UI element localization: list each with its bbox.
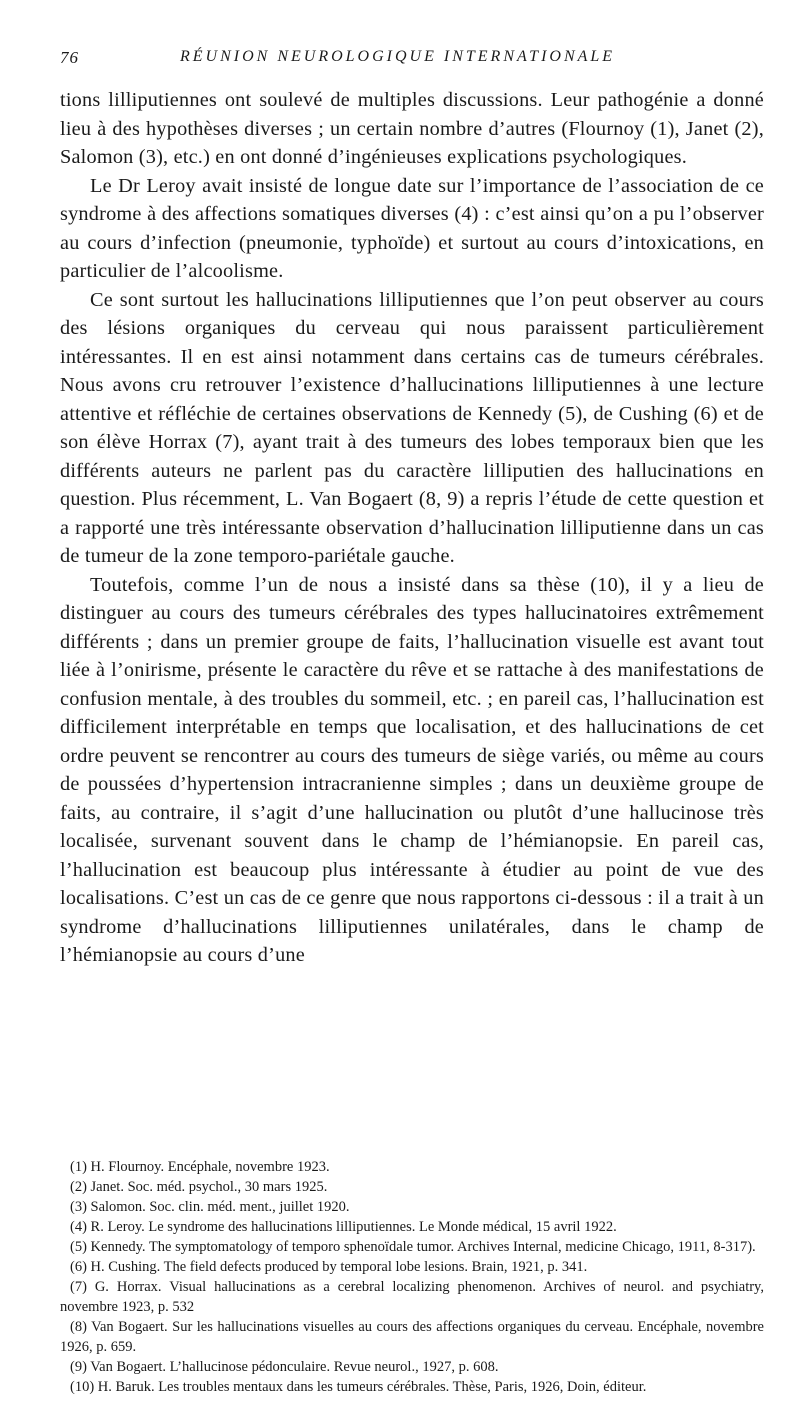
footnote: (1) H. Flournoy. Encéphale, novembre 1923. xyxy=(70,1159,330,1175)
footnote: (6) H. Cushing. The field defects produced by temporal lobe lesions. Brain, 1921, p. 341. xyxy=(70,1259,588,1275)
footnote: (7) G. Horrax. Visual hallucinations as a cerebral localizing phenomenon. Archives of neurol. and psychiatry, novembre 1923, p. 532 xyxy=(60,1279,764,1315)
footnote: (9) Van Bogaert. L’hallucinose pédonculaire. Revue neurol., 1927, p. 608. xyxy=(70,1359,499,1375)
footnote: (5) Kennedy. The symptomatology of temporo sphenoïdale tumor. Archives Internal, medicine Chicago, 1911, 8-317). xyxy=(70,1239,756,1255)
footnote: (10) H. Baruk. Les troubles mentaux dans les tumeurs cérébrales. Thèse, Paris, 1926, Doin, éditeur. xyxy=(70,1379,647,1395)
footnote: (2) Janet. Soc. méd. psychol., 30 mars 1925. xyxy=(70,1179,328,1195)
footnotes xyxy=(60,1157,764,1397)
paragraph: Ce sont surtout les hallucinations lilliputiennes que l’on peut observer au cours des lésions organiques du cerveau qui nous paraissent particulièrement intéressantes. Il en est ainsi notamment dans certains cas de tumeurs cérébrales. Nous avons cru retrouver l’existence d’hallucinations lilliputiennes à une lecture attentive et réfléchie de certaines observations de Kennedy (5), de Cushing (6) et de son élève Horrax (7), ayant trait à des tumeurs des lobes temporaux bien que les différents auteurs ne parlent pas du caractère lilliputien des hallucinations en question. Plus récemment, L. Van Bogaert (8, 9) a repris l’étude de cette question et a rapporté une très intéressante observation d’hallucination lilliputienne dans un cas de tumeur de la zone temporo-pariétale gauche. xyxy=(60,288,764,567)
paragraph: Toutefois, comme l’un de nous a insisté dans sa thèse (10), il y a lieu de distinguer au cours des tumeurs cérébrales des types hallucinatoires extrêmement différents ; dans un premier groupe de faits, l’hallucination visuelle est avant tout liée à l’onirisme, présente le caractère du rêve et se rattache à des manifestations de confusion mentale, à des troubles du sommeil, etc. ; en pareil cas, l’hallucination est difficilement interprétable en temps que localisation, et des hallucinations de cet ordre peuvent se rencontrer au cours des tumeurs de siège variés, ou même au cours de poussées d’hypertension intracranienne simples ; dans un deuxième groupe de faits, au contraire, il s’agit d’une hallucination ou plutôt d’une hallucinose très localisée, survenant souvent dans le champ de l’hémianopsie. En pareil cas, l’hallucination est beaucoup plus intéressante à étudier au point de vue des localisations. C’est un cas de ce genre que nous rapportons ci-dessous : il a trait à un syndrome d’hallucinations lilliputiennes unilatérales, dans le champ de l’hémianopsie au cours d’une xyxy=(60,573,764,966)
footnote: (4) R. Leroy. Le syndrome des hallucinations lilliputiennes. Le Monde médical, 15 avril 1922. xyxy=(70,1219,617,1235)
page-header xyxy=(60,48,760,74)
footnote: (8) Van Bogaert. Sur les hallucinations visuelles au cours des affections organiques du cerveau. Encéphale, novembre 1926, p. 659. xyxy=(60,1319,764,1355)
paragraph: Le Dr Leroy avait insisté de longue date sur l’importance de l’association de ce syndrome à des affections somatiques diverses (4) : c’est ainsi qu’on a pu l’observer au cours d’infection (pneumonie, typhoïde) et surtout au cours d’intoxications, en particulier de l’alcoolisme. xyxy=(60,174,764,282)
page-number: 76 xyxy=(60,48,79,67)
body-text xyxy=(60,86,764,970)
paragraph: tions lilliputiennes ont soulevé de multiples discussions. Leur pathogénie a donné lieu à des hypothèses diverses ; un certain nombre d’autres (Flournoy (1), Janet (2), Salomon (3), etc.) en ont donné d’ingénieuses explications psychologiques. xyxy=(60,89,764,168)
running-title: RÉUNION NEUROLOGIQUE INTERNATIONALE xyxy=(180,48,616,65)
footnote: (3) Salomon. Soc. clin. méd. ment., juillet 1920. xyxy=(70,1199,350,1215)
